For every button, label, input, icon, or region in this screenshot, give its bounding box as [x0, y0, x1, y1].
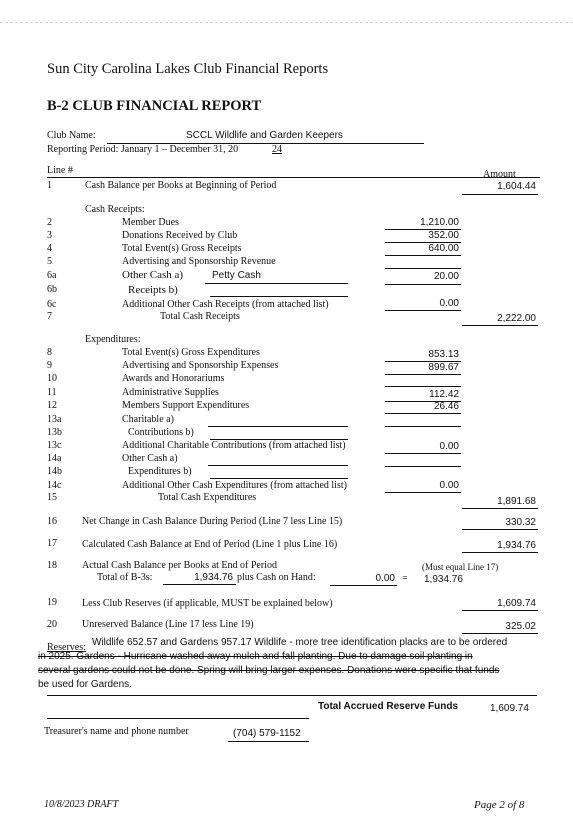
line-number: 2 [47, 217, 52, 228]
b3-total-value: 1,934.76 [194, 572, 233, 583]
amount-value: 330.32 [505, 517, 536, 528]
line-label: Members Support Expenditures [122, 400, 250, 411]
scan-edge [0, 22, 573, 23]
form-title: B-2 CLUB FINANCIAL REPORT [47, 98, 262, 114]
line-label: Expenditures b) [128, 466, 192, 477]
value-underline [385, 426, 461, 427]
line-number: 1 [47, 180, 52, 191]
line-number: 8 [47, 347, 52, 358]
club-name-value: SCCL Wildlife and Garden Keepers [186, 130, 343, 141]
value-underline [385, 268, 461, 269]
cash-on-hand-label: plus Cash on Hand: [237, 572, 316, 583]
expenditures-heading: Expenditures: [85, 334, 141, 345]
line-label: Other Cash a) [122, 269, 184, 281]
line-header: Line # [47, 165, 73, 176]
line-label: Total Event(s) Gross Expenditures [122, 347, 260, 358]
reserves-text-line: several gardens could not be done. Spring will bring larger expenses. Donations were specific that funds [38, 665, 500, 676]
value-underline [385, 284, 461, 285]
reserves-text-line: Wildlife 652.57 and Gardens 957.17 Wildlife - more tree identification placks are to be ordered [92, 637, 508, 648]
description-underline [208, 465, 348, 466]
line-label: Actual Cash Balance per Books at End of Period [82, 560, 277, 571]
b3-total-label: Total of B-3s: [97, 572, 153, 583]
header-rule [47, 177, 540, 178]
amount-underline [462, 529, 538, 530]
treasurer-underline [228, 741, 309, 742]
line-number: 9 [47, 360, 52, 371]
amount-underline [462, 508, 538, 509]
line-number: 4 [47, 243, 52, 254]
value-underline [385, 374, 461, 375]
line-number: 20 [47, 619, 57, 630]
line-number: 16 [47, 516, 57, 527]
line-number: 11 [47, 387, 57, 398]
line-label: Total Event(s) Gross Receipts [122, 243, 242, 254]
line-label: Cash Balance per Books at Beginning of Period [85, 180, 277, 191]
line-value: 0.00 [439, 298, 459, 309]
line-label: Calculated Cash Balance at End of Period (Line 1 plus Line 16) [82, 539, 338, 550]
line-label: Less Club Reserves (if applicable, MUST be explained below) [82, 598, 333, 609]
line-number: 15 [47, 492, 57, 503]
line-value: 20.00 [433, 271, 459, 282]
page-number: Page 2 of 8 [474, 799, 525, 811]
total-reserve-label: Total Accrued Reserve Funds [318, 701, 459, 712]
line-label: Charitable a) [122, 414, 174, 425]
amount-value: 1,891.68 [497, 496, 536, 507]
amount-value: 2,222.00 [497, 313, 536, 324]
reserves-text-line: be used for Gardens. [38, 679, 132, 690]
line-value: 853.13 [428, 349, 459, 360]
line-label: Receipts b) [128, 284, 178, 296]
equals-sign: = [402, 573, 408, 584]
line-number: 6c [47, 299, 57, 310]
line-label: Additional Other Cash Receipts (from attached list) [122, 299, 329, 310]
line-value: 112.42 [429, 389, 459, 400]
value-underline [385, 492, 461, 493]
amount-underline [462, 610, 538, 611]
line-value: 1,210.00 [420, 217, 459, 228]
line-label: Net Change in Cash Balance During Period (Line 7 less Line 15) [82, 516, 343, 527]
line-number: 14a [47, 453, 62, 464]
description-underline [210, 478, 348, 479]
line-value: 640.00 [428, 243, 459, 254]
description-underline [210, 296, 348, 297]
line-number: 14b [47, 466, 62, 477]
row-18-result: 1,934.76 [424, 574, 463, 585]
line-number: 13c [47, 440, 62, 451]
value-underline [385, 255, 461, 256]
line-value: 0.00 [439, 441, 459, 452]
value-underline [385, 453, 461, 454]
value-underline [385, 310, 461, 311]
line-number: 14c [47, 480, 62, 491]
description-underline [208, 426, 348, 427]
line-value: 0.00 [439, 480, 459, 491]
line-label: Administrative Supplies [122, 387, 219, 398]
draft-stamp: 10/8/2023 DRAFT [44, 799, 119, 810]
reserves-label: Reserves: [47, 642, 86, 653]
line-label: Member Dues [122, 217, 179, 228]
reporting-period-year: 24 [272, 144, 282, 155]
line-value: 26.46 [433, 401, 459, 412]
treasurer-label: Treasurer's name and phone number [44, 726, 189, 737]
cash-on-hand-value: 0.00 [375, 573, 395, 584]
line-number: 5 [47, 256, 52, 267]
org-title: Sun City Carolina Lakes Club Financial Reports [47, 61, 329, 77]
amount-underline [462, 194, 538, 195]
line-label: Additional Other Cash Expenditures (from attached list) [122, 480, 347, 491]
must-equal-note: (Must equal Line 17) [422, 562, 499, 572]
line-number: 6a [47, 270, 57, 281]
line-number: 18 [47, 560, 57, 571]
b3-total-underline [163, 584, 236, 585]
line-number: 13a [47, 414, 62, 425]
line-label: Donations Received by Club [122, 230, 238, 241]
amount-header: Amount [483, 169, 516, 180]
line-number: 7 [47, 311, 52, 322]
line-number: 3 [47, 230, 52, 241]
other-cash-description: Petty Cash [212, 270, 261, 281]
total-reserve-value: 1,609.74 [490, 703, 529, 714]
cash-on-hand-underline [330, 585, 397, 586]
amount-value: 1,934.76 [497, 540, 536, 551]
line-number: 10 [47, 373, 57, 384]
amount-underline [462, 633, 538, 634]
amount-underline [462, 552, 538, 553]
receipts-heading: Cash Receipts: [85, 204, 145, 215]
amount-underline [462, 325, 538, 326]
reporting-period-label: Reporting Period: January 1 – December 31, 20 [47, 144, 239, 155]
value-underline [385, 413, 461, 414]
line-number: 13b [47, 427, 62, 438]
line-label: Total Cash Expenditures [158, 492, 257, 503]
description-underline [205, 283, 348, 284]
line-label: Advertising and Sponsorship Expenses [122, 360, 279, 371]
value-underline [385, 466, 461, 467]
line-number: 19 [47, 597, 57, 608]
line-label: Advertising and Sponsorship Revenue [122, 256, 276, 267]
line-label: Total Cash Receipts [160, 311, 240, 322]
line-label: Additional Charitable Contributions (from attached list) [122, 440, 346, 451]
line-label: Unreserved Balance (Line 17 less Line 19) [82, 619, 254, 630]
reserves-total-rule [47, 718, 309, 719]
amount-value: 1,604.44 [497, 181, 536, 192]
reserves-text-line: in 2025. Gardens - Hurricane washed away mulch and fall planting. Due to damage soil planting in [38, 651, 473, 662]
line-label: Contributions b) [128, 427, 194, 438]
club-name-label: Club Name: [47, 130, 96, 141]
line-label: Awards and Honorariums [122, 373, 225, 384]
amount-value: 1,609.74 [497, 598, 536, 609]
value-underline [385, 386, 461, 387]
line-number: 17 [47, 538, 57, 549]
line-number: 12 [47, 400, 57, 411]
line-label: Other Cash a) [122, 453, 178, 464]
amount-value: 325.02 [505, 621, 536, 632]
treasurer-phone: (704) 579-1152 [233, 728, 301, 739]
reserves-rule [47, 695, 537, 696]
line-value: 352.00 [428, 230, 459, 241]
line-value: 899.67 [428, 362, 459, 373]
line-number: 6b [47, 284, 57, 295]
